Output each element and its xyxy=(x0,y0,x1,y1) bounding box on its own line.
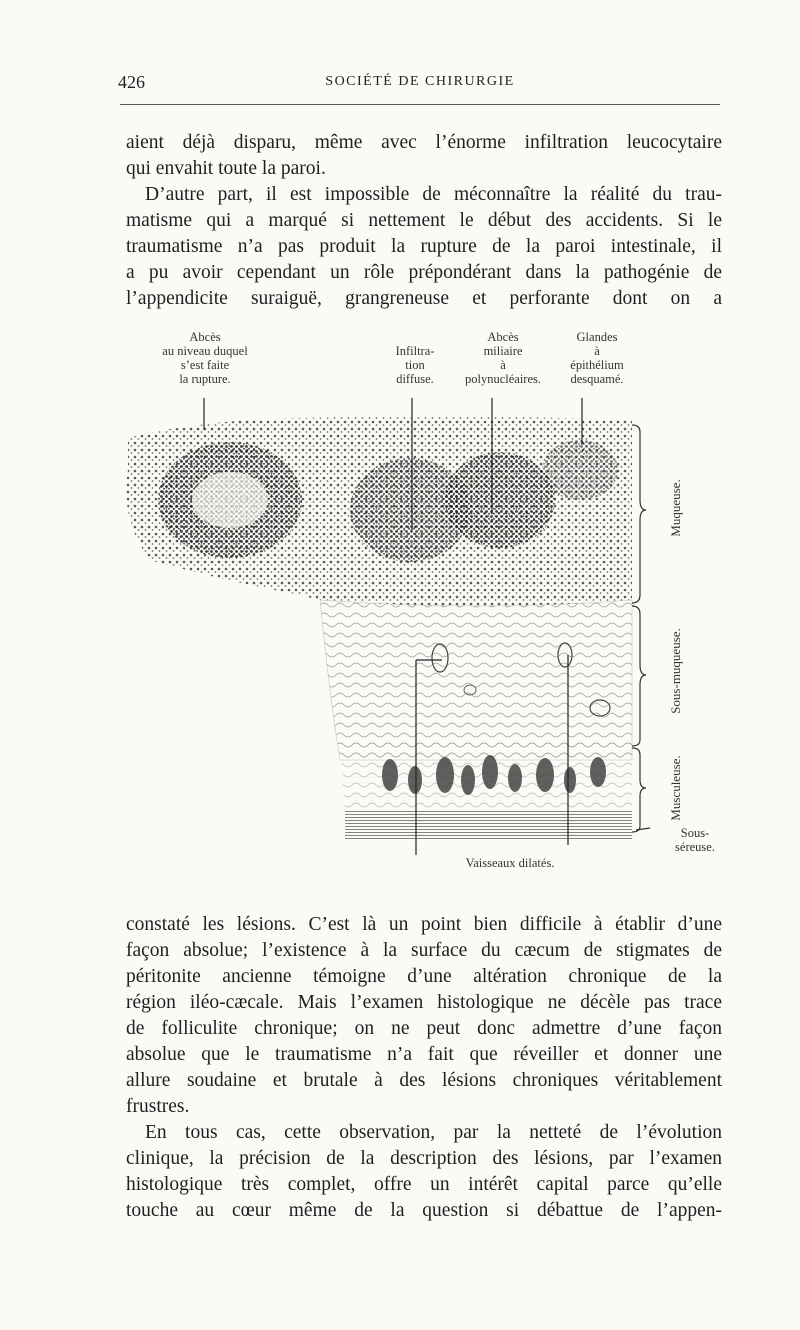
text-line: façon absolue; l’existence à la surface du cæcum de stigmates de xyxy=(126,940,722,961)
label-musculeuse: Musculeuse. xyxy=(668,755,683,821)
muscularis-layer xyxy=(340,740,632,810)
text-line: touche au cœur même de la question si débattue de l’appen- xyxy=(126,1200,722,1221)
paragraph-4 xyxy=(126,1120,722,1224)
paragraph-1 xyxy=(126,130,722,182)
running-header xyxy=(118,72,722,96)
text-line: l’appendicite suraiguë, grangreneuse et perforante dont on a xyxy=(126,288,722,309)
text-line: allure soudaine et brutale à des lésions chroniques véritablement xyxy=(126,1070,722,1091)
text-line: constaté les lésions. C’est là un point bien difficile à établir d’une xyxy=(126,914,722,935)
page-number: 426 xyxy=(118,72,145,92)
text-line: de folliculite chronique; on ne peut donc admettre d’une façon xyxy=(126,1018,722,1039)
miliary-abscess xyxy=(445,452,555,548)
label-sous-sereuse: Sous- séreuse. xyxy=(675,826,715,854)
text-line: traumatisme n’a pas produit la rupture de la paroi intestinale, il xyxy=(126,236,722,257)
text-line: péritonite ancienne témoigne d’une altération chronique de la xyxy=(126,966,722,987)
label-vaisseaux: Vaisseaux dilatés. xyxy=(465,856,555,870)
running-title: SOCIÉTÉ DE CHIRURGIE xyxy=(325,74,515,89)
label-sous-muqueuse: Sous-muqueuse. xyxy=(668,628,683,714)
follicle-rupture xyxy=(158,442,302,558)
text-line: a pu avoir cependant un rôle prépondérant dans la pathogénie de xyxy=(126,262,722,283)
label-glandes: Glandes à épithélium desquamé. xyxy=(570,330,624,386)
text-line: En tous cas, cette observation, par la netteté de l’évolution xyxy=(145,1122,722,1143)
follicle-infiltration xyxy=(350,458,470,562)
text-line: aient déjà disparu, même avec l’énorme infiltration leucocytaire xyxy=(126,132,722,153)
label-infiltration: Infiltra- tion diffuse. xyxy=(395,344,435,386)
text-line: D’autre part, il est impossible de méconnaître la réalité du trau- xyxy=(145,184,722,205)
text-line: absolue que le traumatisme n’a fait que réveiller et donner une xyxy=(126,1044,722,1065)
mucosa-layer xyxy=(126,416,632,606)
dilated-vessels xyxy=(382,755,606,795)
submucosa-layer xyxy=(320,600,632,760)
header-rule xyxy=(120,104,720,105)
paragraph-3 xyxy=(126,912,722,1120)
text-line: histologique très complet, offre un intérêt capital parce qu’elle xyxy=(126,1174,722,1195)
text-line: qui envahit toute la paroi. xyxy=(126,158,326,179)
text-line: matisme qui a marqué si nettement le début des accidents. Si le xyxy=(126,210,722,231)
label-muqueuse: Muqueuse. xyxy=(668,479,683,537)
label-abces-rupture: Abcès au niveau duquel s’est faite la rupture. xyxy=(162,330,248,386)
subserosa-layer xyxy=(345,810,632,840)
text-line: région iléo-cæcale. Mais l’examen histologique ne décèle pas trace xyxy=(126,992,722,1013)
text-line: frustres. xyxy=(126,1096,190,1117)
paragraph-2 xyxy=(126,182,722,312)
label-abces-miliaire: Abcès miliaire à polynucléaires. xyxy=(464,330,541,386)
text-line: clinique, la précision de la description des lésions, par l’examen xyxy=(126,1148,722,1169)
